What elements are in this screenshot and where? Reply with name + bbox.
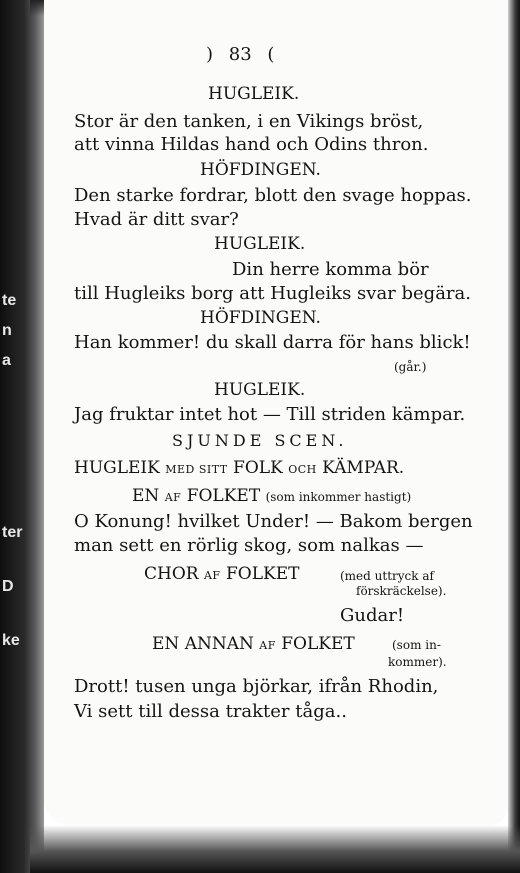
stage-direction: kommer). bbox=[388, 655, 447, 669]
verse-line: Gudar! bbox=[340, 605, 405, 626]
verse-line: Den starke fordrar, blott den svage hoppas. bbox=[74, 185, 472, 206]
stage-heading-part: FOLK bbox=[233, 458, 283, 478]
scan-bottom-shadow bbox=[30, 825, 520, 873]
verse-line: Din herre komma bör bbox=[232, 259, 429, 280]
scan-left-edge bbox=[0, 0, 44, 873]
page-number: ) 83 ( bbox=[206, 44, 275, 65]
speaker-name: HÖFDINGEN. bbox=[200, 308, 321, 328]
speaker-name: HUGLEIK. bbox=[208, 84, 300, 104]
margin-fragment: a bbox=[2, 352, 11, 369]
margin-fragment: ke bbox=[2, 632, 20, 649]
scene-heading: SJUNDE SCEN. bbox=[172, 431, 348, 450]
verse-line: Jag fruktar intet hot — Till striden kämpar. bbox=[74, 404, 466, 425]
speaker-name bbox=[132, 488, 411, 505]
stage-direction: (med uttryck af bbox=[340, 569, 434, 583]
verse-line: att vinna Hildas hand och Odins thron. bbox=[74, 134, 429, 155]
speaker-name-part: EN bbox=[132, 486, 160, 506]
speaker-name: HUGLEIK. bbox=[214, 234, 306, 254]
stage-heading-part: OCH bbox=[288, 463, 317, 476]
speaker-name-part: AF bbox=[259, 639, 276, 652]
verse-line: till Hugleiks borg att Hugleiks svar begära. bbox=[74, 283, 471, 304]
verse-line: Vi sett till dessa trakter tåga.. bbox=[74, 701, 347, 722]
margin-fragment: n bbox=[2, 322, 12, 339]
speaker-name-part: FOLKET bbox=[225, 564, 300, 584]
margin-fragment: ter bbox=[2, 524, 23, 541]
verse-line: Hvad är ditt svar? bbox=[74, 209, 239, 230]
verse-line: man sett en rörlig skog, som nalkas — bbox=[74, 535, 424, 556]
speaker-name-part: EN ANNAN bbox=[152, 634, 254, 654]
margin-fragment: D bbox=[2, 578, 14, 595]
speaker-name bbox=[152, 636, 355, 653]
verse-line: Stor är den tanken, i en Vikings bröst, bbox=[74, 111, 424, 132]
speaker-name-part: AF bbox=[203, 569, 221, 582]
speaker-name: HUGLEIK. bbox=[214, 380, 306, 400]
margin-fragment: te bbox=[2, 292, 17, 309]
scan-right-edge bbox=[508, 0, 520, 873]
speaker-name bbox=[144, 566, 299, 583]
stage-direction: (som inkommer hastigt) bbox=[265, 490, 412, 504]
stage-heading-part: HUGLEIK bbox=[74, 458, 160, 478]
speaker-name: HÖFDINGEN. bbox=[200, 160, 321, 180]
stage-heading bbox=[74, 460, 404, 477]
verse-line: Drott! tusen unga björkar, ifrån Rhodin, bbox=[74, 676, 439, 697]
stage-heading-part: MED SITT bbox=[165, 463, 228, 476]
speaker-name-part: FOLKET bbox=[186, 486, 261, 506]
speaker-name-part: AF bbox=[164, 491, 182, 504]
verse-line: Han kommer! du skall darra för hans blick! bbox=[74, 332, 471, 353]
stage-direction: (går.) bbox=[394, 360, 427, 374]
verse-line: O Konung! hvilket Under! — Bakom bergen bbox=[74, 511, 473, 532]
speaker-name-part: FOLKET bbox=[281, 634, 355, 654]
speaker-name-part: CHOR bbox=[144, 564, 199, 584]
stage-heading-part: KÄMPAR. bbox=[322, 458, 405, 478]
stage-direction: (som in- bbox=[392, 638, 441, 652]
stage-direction: förskräckelse). bbox=[356, 584, 447, 598]
